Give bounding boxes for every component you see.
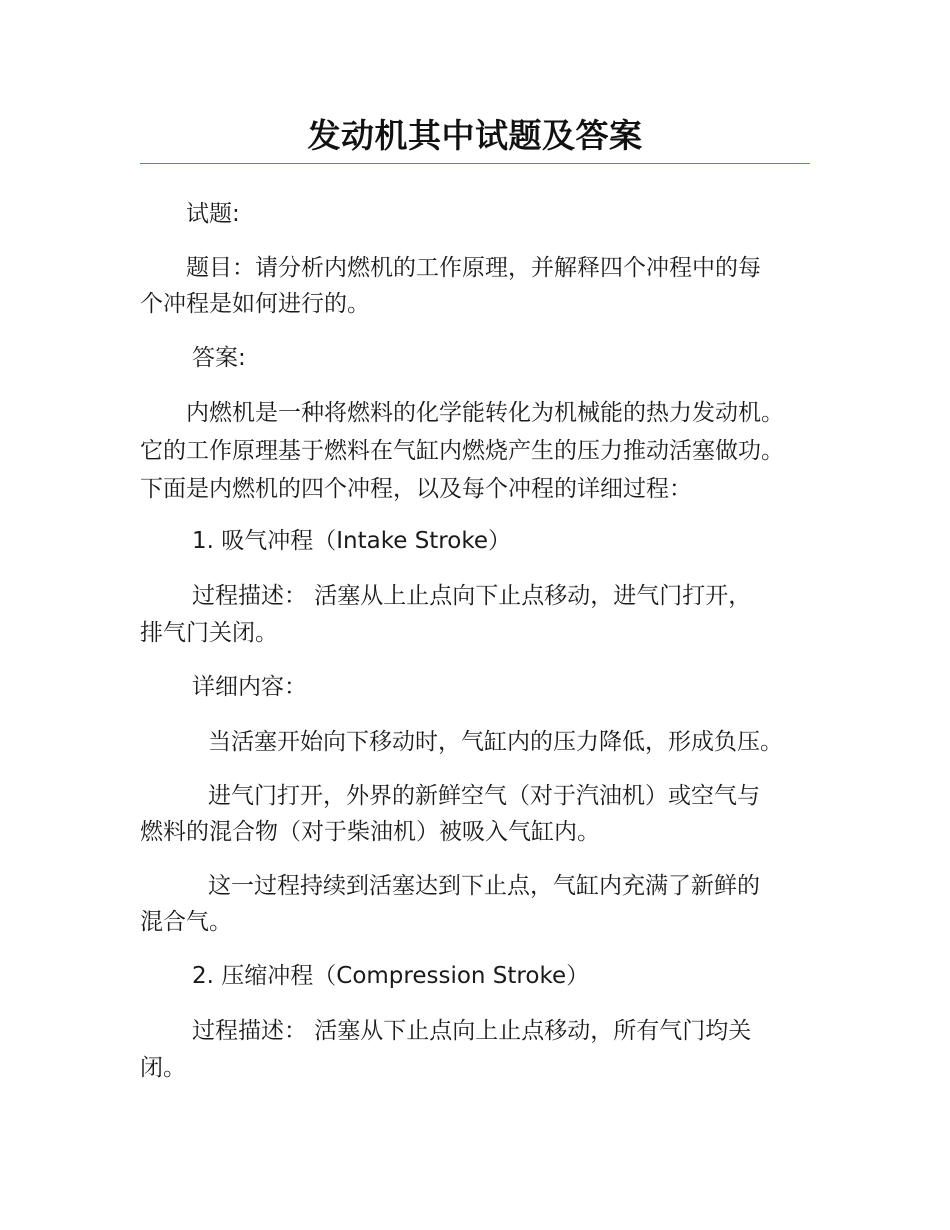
detail-paragraph-2-line-2: 燃料的混合物（对于柴油机）被吸入气缸内。 xyxy=(140,819,600,845)
question-text-line-1: 题目：请分析内燃机的工作原理，并解释四个冲程中的每 xyxy=(186,255,761,281)
title-divider xyxy=(140,163,810,164)
intro-paragraph-line-2: 它的工作原理基于燃料在气缸内燃烧产生的压力推动活塞做功。 xyxy=(140,438,784,464)
detail-paragraph-2-line-1: 进气门打开，外界的新鲜空气（对于汽油机）或空气与 xyxy=(208,783,760,809)
stroke-1-description-line-1: 过程描述： 活塞从上止点向下止点移动，进气门打开， xyxy=(192,583,752,609)
stroke-2-description-line-1: 过程描述： 活塞从下止点向上止点移动，所有气门均关 xyxy=(192,1018,752,1044)
stroke-2-heading: 2. 压缩冲程（Compression Stroke） xyxy=(192,963,590,989)
details-label: 详细内容： xyxy=(192,674,307,700)
section-label-question: 试题: xyxy=(186,201,240,227)
stroke-1-heading: 1. 吸气冲程（Intake Stroke） xyxy=(192,528,511,554)
detail-paragraph-3-line-1: 这一过程持续到活塞达到下止点，气缸内充满了新鲜的 xyxy=(208,873,760,899)
section-label-answer: 答案: xyxy=(192,345,246,371)
question-text-line-2: 个冲程是如何进行的。 xyxy=(140,291,370,317)
document-title: 发动机其中试题及答案 xyxy=(307,116,643,155)
intro-paragraph-line-1: 内燃机是一种将燃料的化学能转化为机械能的热力发动机。 xyxy=(186,400,784,426)
intro-paragraph-line-3: 下面是内燃机的四个冲程，以及每个冲程的详细过程： xyxy=(140,476,692,502)
stroke-2-description-line-2: 闭。 xyxy=(140,1055,186,1081)
detail-paragraph-1: 当活塞开始向下移动时，气缸内的压力降低，形成负压。 xyxy=(208,729,783,755)
stroke-1-description-line-2: 排气门关闭。 xyxy=(140,620,278,646)
detail-paragraph-3-line-2: 混合气。 xyxy=(140,909,232,935)
